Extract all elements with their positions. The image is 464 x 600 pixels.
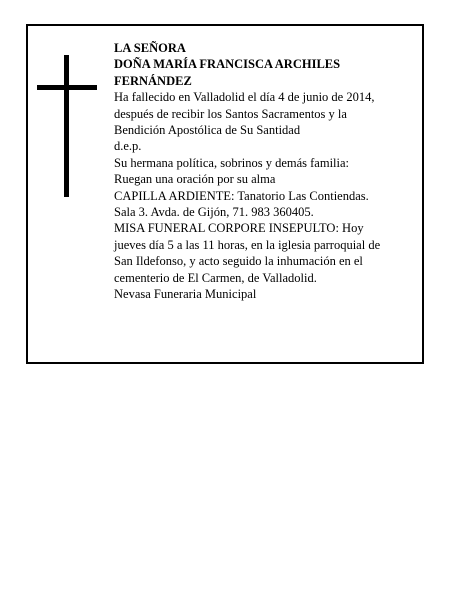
deceased-name-line-1: DOÑA MARÍA FRANCISCA ARCHILES	[114, 57, 341, 72]
family-statement-line: Su hermana política, sobrinos y demás familia:	[114, 155, 350, 170]
funeral-mass-line: cementerio de El Carmen, de Valladolid.	[114, 270, 317, 285]
chapel-info-line: Sala 3. Avda. de Gijón, 71. 983 360405.	[114, 205, 314, 220]
chapel-info-line: CAPILLA ARDIENTE: Tanatorio Las Contiendas.	[114, 188, 369, 203]
cross-horizontal-bar	[37, 85, 97, 90]
rip-abbreviation: d.e.p.	[114, 139, 142, 154]
funeral-mass-line: San Ildefonso, y acto seguido la inhumación en el	[114, 254, 363, 269]
obituary-text	[114, 40, 414, 303]
death-statement-line: Ha fallecido en Valladolid el día 4 de junio de 2014,	[114, 90, 375, 105]
death-statement-line: después de recibir los Santos Sacramentos y la	[114, 106, 347, 121]
notice-heading: LA SEÑORA	[114, 41, 186, 55]
funeral-mass-line: MISA FUNERAL CORPORE INSEPULTO: Hoy	[114, 221, 364, 236]
deceased-name-line-2: FERNÁNDEZ	[114, 73, 192, 88]
death-statement-line: Bendición Apostólica de Su Santidad	[114, 123, 301, 138]
family-statement-line: Ruegan una oración por su alma	[114, 172, 276, 187]
funeral-home-name: Nevasa Funeraria Municipal	[114, 287, 257, 302]
funeral-mass-line: jueves día 5 a las 11 horas, en la iglesia parroquial de	[114, 237, 381, 252]
cross-vertical-bar	[64, 55, 69, 197]
